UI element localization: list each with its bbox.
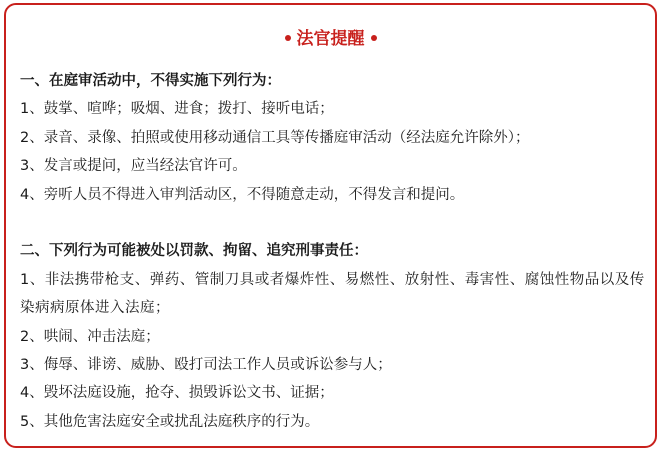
section1-item-2: 2、录音、录像、拍照或使用移动通信工具等传播庭审活动（经法庭允许除外）； bbox=[20, 129, 530, 146]
bullet-dot-icon bbox=[285, 35, 291, 41]
section2-item-3: 3、侮辱、诽谤、威胁、殴打司法工作人员或诉讼参与人； bbox=[20, 357, 392, 374]
section1-heading: 一、在庭审活动中，不得实施下列行为： bbox=[20, 73, 281, 89]
section2-item-2: 2、哄闹、冲击法庭； bbox=[20, 328, 160, 345]
notice-panel bbox=[4, 3, 657, 448]
section1-item-4: 4、旁听人员不得进入审判活动区，不得随意走动，不得发言和提问。 bbox=[20, 186, 465, 203]
notice-title-row bbox=[6, 27, 655, 51]
section2-item-5: 5、其他危害法庭安全或扰乱法庭秩序的行为。 bbox=[20, 413, 320, 430]
section2-heading: 二、下列行为可能被处以罚款、拘留、追究刑事责任： bbox=[20, 243, 368, 260]
section1-item-3: 3、发言或提问，应当经法官许可。 bbox=[20, 158, 247, 175]
notice-content bbox=[20, 67, 652, 436]
bullet-dot-icon bbox=[371, 35, 377, 41]
section1-item-1: 1、鼓掌、喧哗；吸烟、进食；拨打、接听电话； bbox=[20, 101, 334, 118]
section2-item-1: 1、非法携带枪支、弹药、管制刀具或者爆炸性、易燃性、放射性、毒害性、腐蚀性物品以及传染病病原体进入法庭； bbox=[20, 271, 645, 317]
notice-title: 法官提醒 bbox=[296, 29, 365, 49]
section2-item-4: 4、毁坏法庭设施，抢夺、损毁诉讼文书、证据； bbox=[20, 385, 334, 402]
section-spacer bbox=[20, 209, 652, 237]
